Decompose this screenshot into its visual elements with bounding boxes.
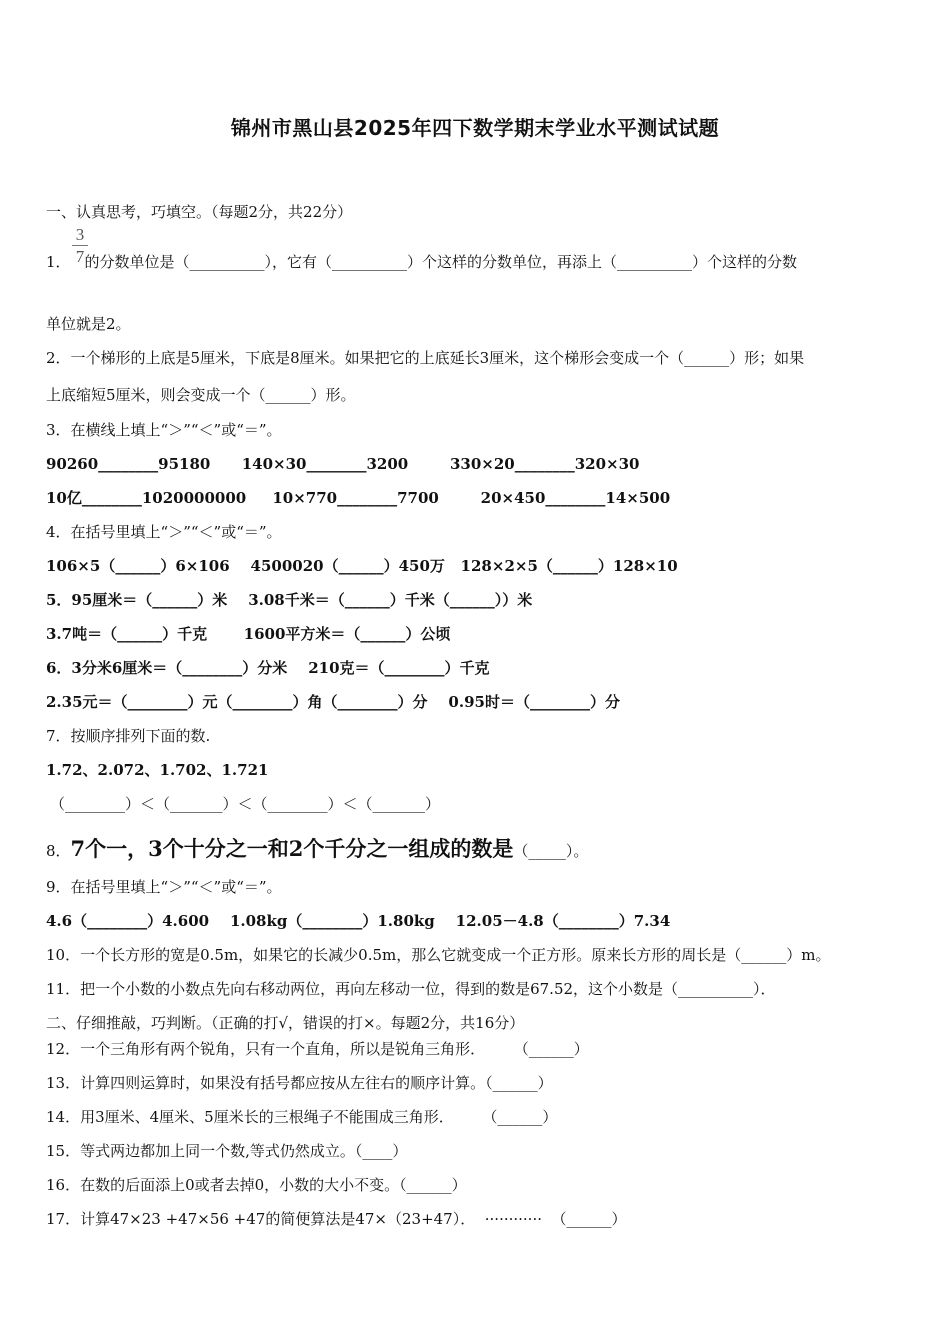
- question-3: 3．在横线上填上“＞”“＜”或“＝”。: [46, 421, 282, 439]
- question-6-row2: 2.35元＝（________）元（________）角（________）分 0.95时＝（________）分: [46, 693, 620, 711]
- question-9-row1: 4.6（________）4.600 1.08kg（________）1.80kg 12.05－4.8（________）7.34: [46, 912, 671, 930]
- question-1-text: 的分数单位是（__________），它有（__________）个这样的分数单位，再添上（__________）个这样的分数: [84, 253, 798, 271]
- question-7-order: （________）＜（_______）＜（________）＜（_______）: [50, 795, 441, 813]
- fraction-denominator: 7: [75, 247, 85, 266]
- question-3-row2: 10亿________1020000000 10×770________7700 20×450________14×500: [46, 489, 671, 507]
- question-9: 9．在括号里填上“＞”“＜”或“＝”。: [46, 878, 282, 896]
- question-16: 16．在数的后面添上0或者去掉0，小数的大小不变。（______）: [46, 1176, 467, 1194]
- page-title: 锦州市黑山县2025年四下数学期末学业水平测试试题: [230, 116, 720, 140]
- question-2-line1: 2．一个梯形的上底是5厘米，下底是8厘米。如果把它的上底延长3厘米，这个梯形会变成一个（______）形；如果: [46, 349, 805, 367]
- question-11: 11．把一个小数的小数点先向右移动两位，再向左移动一位，得到的数是67.52，这个小数是（__________）．: [46, 980, 776, 998]
- question-12: 12．一个三角形有两个锐角，只有一个直角，所以是锐角三角形． （______）: [46, 1040, 589, 1058]
- question-8-blank: （_____）。: [513, 842, 589, 860]
- question-5-row1: 5．95厘米＝（______）米 3.08千米＝（______）千米（______））米: [46, 591, 533, 609]
- question-17: 17．计算47×23 +47×56 +47的简便算法是47×（23+47）． ············ （______）: [46, 1210, 627, 1228]
- question-8: [46, 835, 588, 865]
- fraction-bar: [72, 245, 88, 246]
- question-14: 14．用3厘米、4厘米、5厘米长的三根绳子不能围成三角形． （______）: [46, 1108, 558, 1126]
- question-10: 10．一个长方形的宽是0.5m，如果它的长减少0.5m，那么它就变成一个正方形。原来长方形的周长是（______）m。: [46, 946, 831, 964]
- question-1-continued: 单位就是2。: [46, 315, 131, 333]
- question-8-number: 8．: [46, 842, 71, 860]
- section2-header: 二、仔细推敲，巧判断。（正确的打√，错误的打×。每题2分，共16分）: [46, 1014, 525, 1032]
- question-2-line2: 上底缩短5厘米，则会变成一个（______）形。: [46, 386, 356, 404]
- question-4-row1: 106×5（______）6×106 4500020（______）450万 128×2×5（______）128×10: [46, 557, 678, 575]
- question-15: 15．等式两边都加上同一个数,等式仍然成立。（____）: [46, 1142, 408, 1160]
- question-7-numbers: 1.72、2.072、1.702、1.721: [46, 761, 269, 779]
- question-5-row2: 3.7吨＝（______）千克 1600平方米＝（______）公顷: [46, 625, 451, 643]
- section1-header: 一、认真思考，巧填空。（每题2分，共22分）: [46, 203, 353, 221]
- fraction-numerator: 3: [75, 225, 85, 244]
- question-3-row1: 90260________95180 140×30________3200 330×20________320×30: [46, 455, 640, 473]
- question-6-row1: 6．3分米6厘米＝（________）分米 210克＝（________）千克: [46, 659, 490, 677]
- question-4: 4．在括号里填上“＞”“＜”或“＝”。: [46, 523, 282, 541]
- question-7: 7．按顺序排列下面的数.: [46, 727, 211, 745]
- question-13: 13．计算四则运算时，如果没有括号都应按从左往右的顺序计算。（______）: [46, 1074, 553, 1092]
- question-8-text: 7个一，3个十分之一和2个千分之一组成的数是: [70, 836, 514, 861]
- question-1-number: 1．: [46, 253, 71, 271]
- question-1: [46, 252, 797, 272]
